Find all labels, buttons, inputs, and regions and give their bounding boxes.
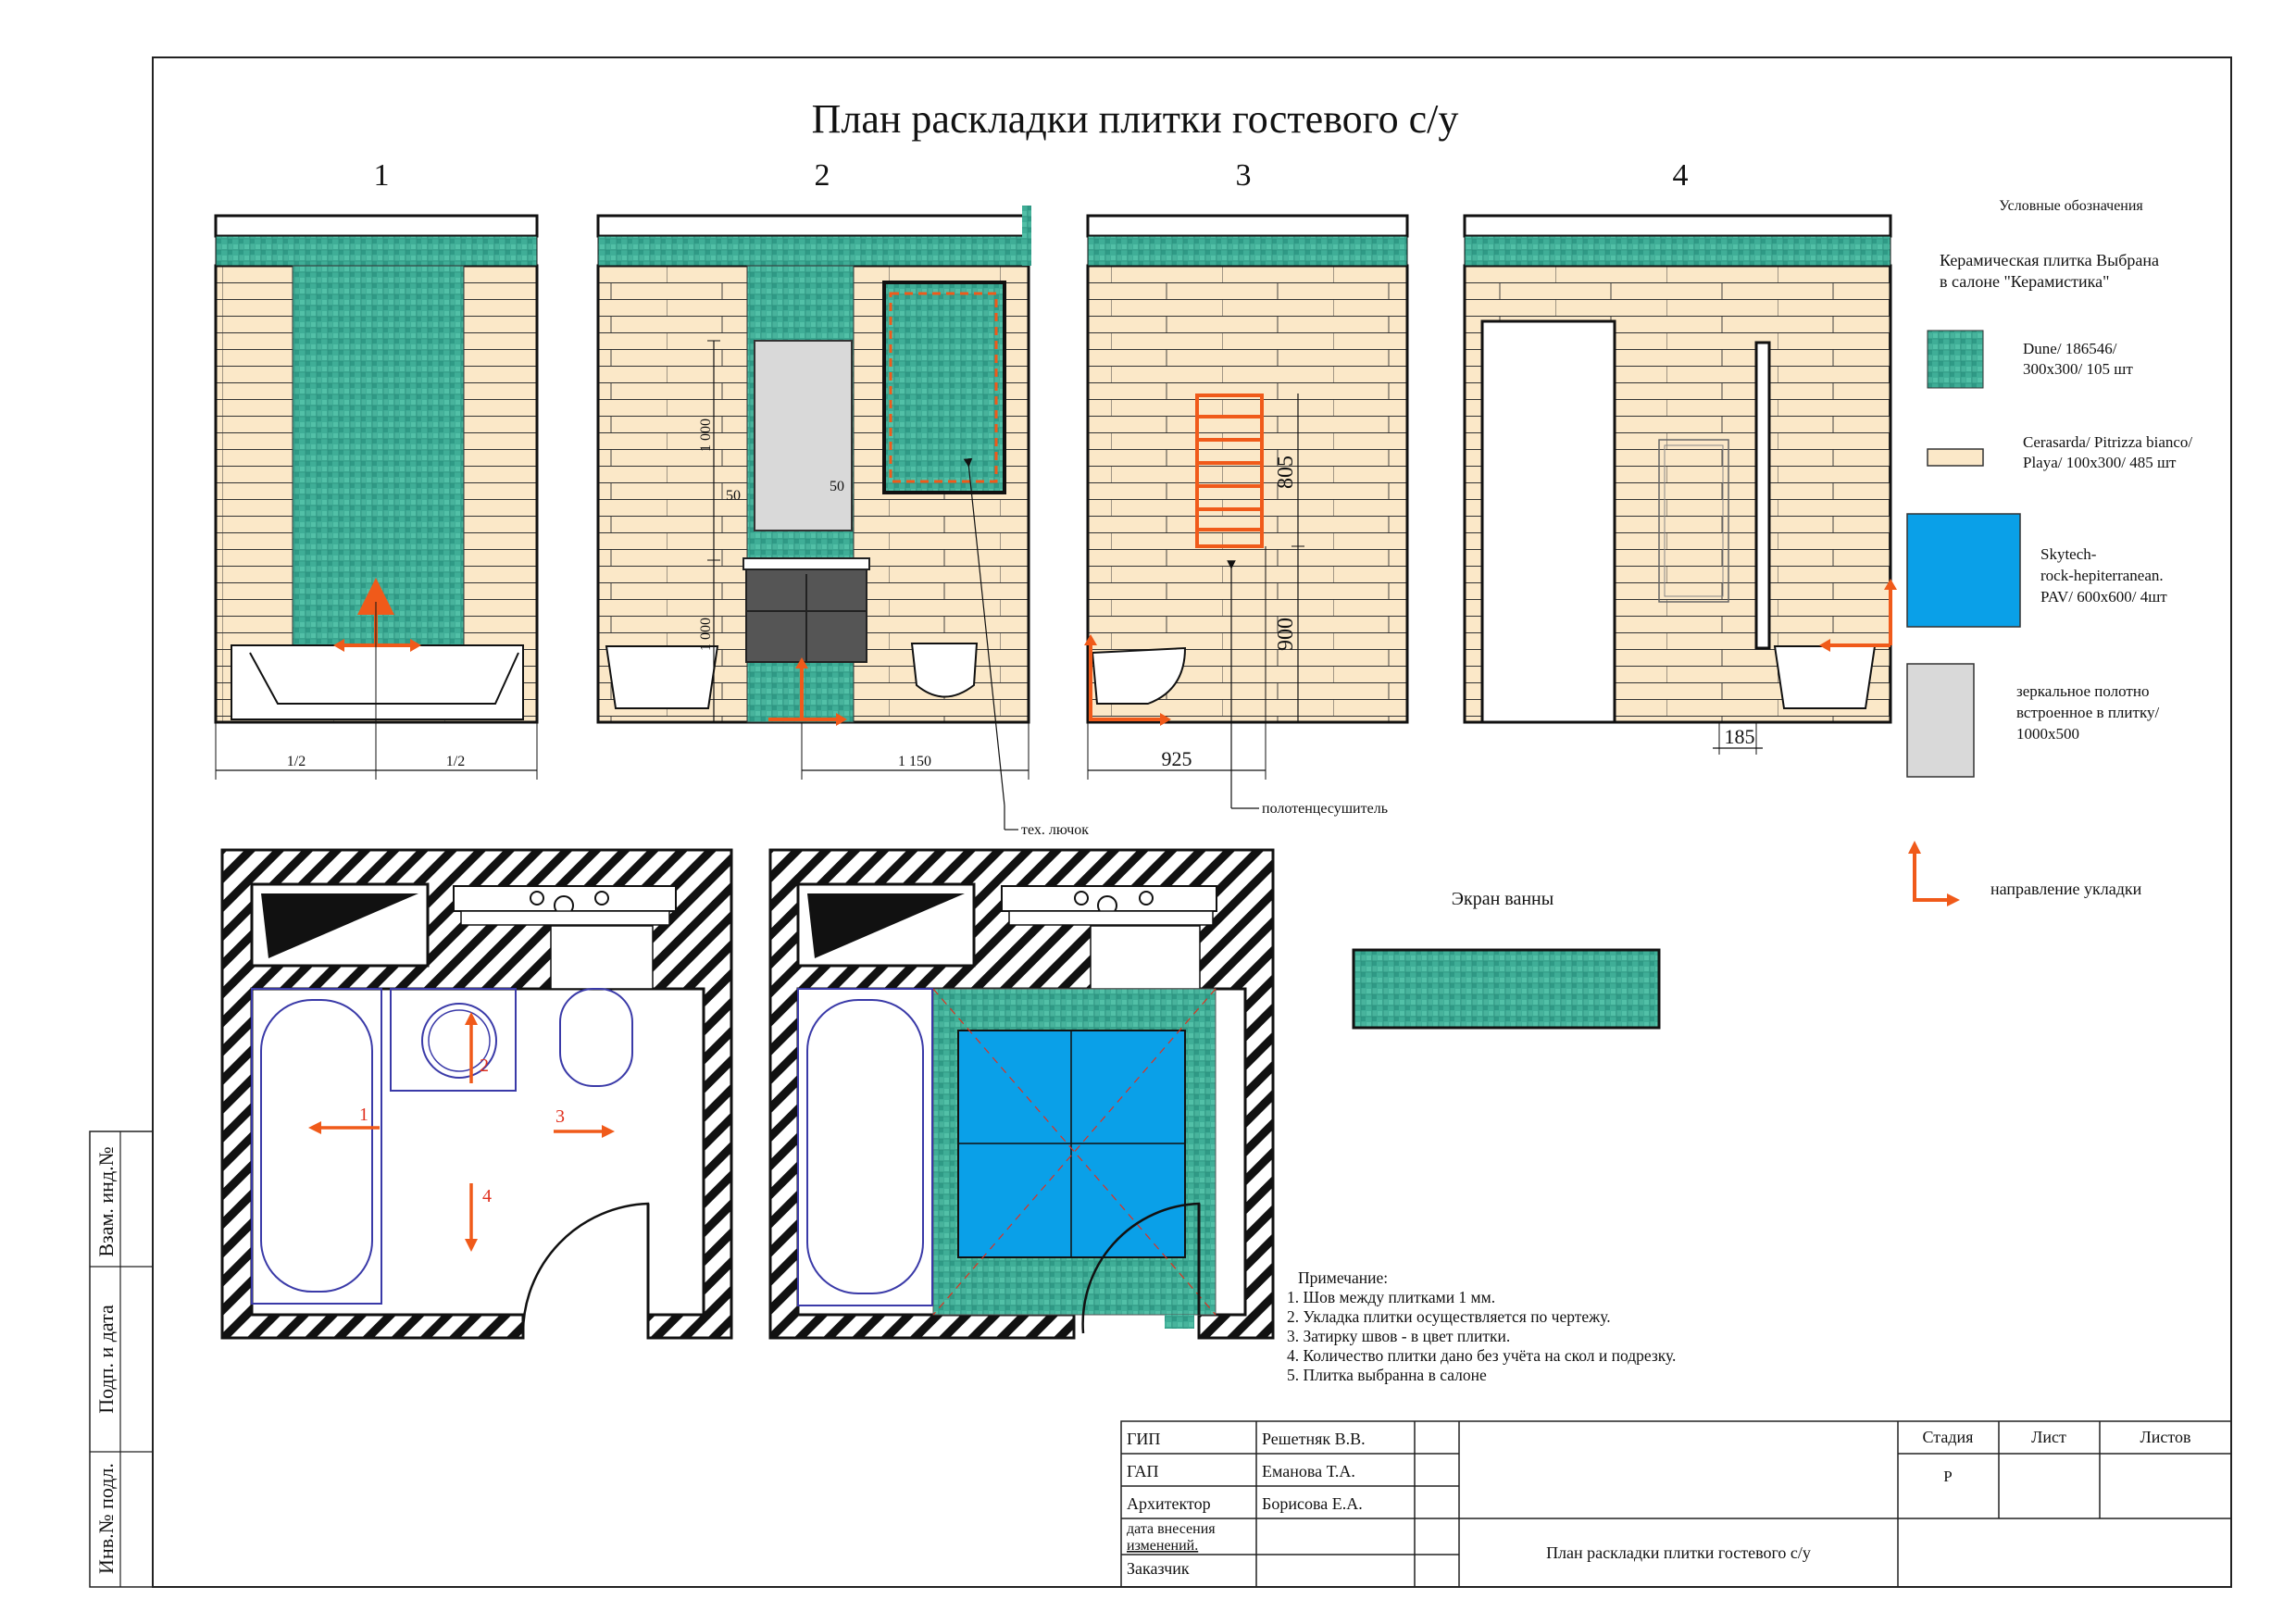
legend-item-4-line-2: встроенное в плитку/ [2016,704,2160,721]
view-number-4: 4 [1672,158,1689,193]
legend-intro-1: Керамическая плитка Выбрана [1940,251,2159,269]
side-label-3: Инв.№ подл. [94,1463,118,1574]
floor-plan-2 [770,850,1273,1338]
callout-tech-hatch: тех. лючок [1021,822,1090,838]
plan-label-2: 2 [480,1056,489,1076]
dim-2-h-upper: 1 000 [698,418,714,452]
stamp-name-1: Решетняк В.В. [1262,1430,1366,1448]
dim-3-width: 925 [1161,747,1192,770]
plan-label-1: 1 [359,1105,368,1125]
dim-1-right: 1/2 [445,754,466,769]
door-opening [1482,321,1615,722]
legend-item-2-line-2: Playa/ 100x300/ 485 шт [2023,454,2177,471]
note-item-2: 2. Укладка плитки осуществляется по чертежу. [1287,1307,1611,1326]
legend-item-3-line-2: rock-hepiterranean. [2040,567,2164,584]
stamp-role-2: ГАП [1127,1462,1159,1480]
notes-block [1287,1268,1676,1385]
bath-screen-label: Экран ванны [1451,889,1554,909]
elevation-1 [216,216,537,780]
page-title: План раскладки плитки гостевого с/у [811,96,1459,142]
view-number-1: 1 [373,158,390,193]
dim-2-width: 1 150 [898,754,931,769]
view-number-3: 3 [1235,158,1252,193]
note-item-1: 1. Шов между плитками 1 мм. [1287,1288,1496,1306]
plan-label-4: 4 [482,1186,492,1206]
dim-4-width: 185 [1724,725,1755,748]
side-label-1: Взам. инд.№ [94,1146,118,1257]
note-item-5: 5. Плитка выбранна в салоне [1287,1366,1487,1384]
legend-item-1-line-1: Dune/ 186546/ [2023,340,2117,357]
elevation-4 [1465,216,1897,755]
legend-swatch-beige [1928,449,1983,466]
stamp-name-2: Еманова Т.А. [1262,1462,1355,1480]
side-label-2: Подп. и дата [94,1305,118,1414]
stamp-sheet-title: План раскладки плитки гостевого с/у [1546,1543,1811,1562]
legend-item-2-line-1: Cerasarda/ Pitrizza bianco/ [2023,433,2193,451]
direction-arrow-icon [1908,841,1960,906]
note-item-4: 4. Количество плитки дано без учёта на скол и подрезку. [1287,1346,1677,1365]
legend-title: Условные обозначения [1999,198,2143,214]
stamp-header-sheet: Лист [2031,1428,2066,1446]
stamp-stage-value: Р [1943,1468,1953,1485]
legend-item-4-line-3: 1000x500 [2016,725,2079,743]
stamp-role-3: Архитектор [1127,1494,1211,1513]
legend-item-4-line-1: зеркальное полотно [2016,682,2150,700]
dim-2-h-lower: 1 000 [698,618,714,651]
legend-intro-2: в салоне "Керамистика" [1940,272,2110,291]
stamp-role-6: Заказчик [1127,1559,1190,1578]
dim-2-offset-right: 50 [830,479,844,494]
legend-swatch-blue [1907,514,2020,627]
stamp-header-stage: Стадия [1922,1428,1974,1446]
legend-swatch-mirror [1907,664,1974,777]
floor-plan-1 [222,850,731,1338]
legend-item-3-line-3: PAV/ 600x600/ 4шт [2040,588,2167,606]
legend-item-1-line-2: 300x300/ 105 шт [2023,360,2133,378]
note-item-3: 3. Затирку швов - в цвет плитки. [1287,1327,1511,1345]
side-strip [90,1131,153,1587]
stamp-role-4: дата внесения [1127,1521,1216,1537]
mirror [755,341,852,531]
notes-heading: Примечание: [1298,1268,1389,1287]
legend-swatch-mosaic [1928,331,1983,388]
plan-label-3: 3 [555,1106,565,1127]
stamp-name-3: Борисова Е.А. [1262,1494,1363,1513]
legend [1907,198,2192,906]
bath-screen-tile [1354,950,1659,1028]
dim-2-offset-left: 50 [726,488,741,504]
stamp-role-5: изменений. [1127,1538,1199,1554]
elevation-2 [598,206,1089,838]
dim-3-h-upper: 805 [1274,456,1298,489]
stamp-header-sheets: Листов [2140,1428,2191,1446]
elevation-3 [1084,216,1407,817]
legend-item-3-line-1: Skytech- [2040,545,2097,563]
legend-direction-label: направление укладки [1990,880,2142,898]
dim-3-h-lower: 900 [1274,618,1298,651]
callout-towel-rail: полотенцесушитель [1262,801,1388,817]
tech-hatch [884,282,1004,493]
view-number-2: 2 [814,158,830,193]
dim-1-left: 1/2 [286,754,306,769]
stamp-role-1: ГИП [1127,1430,1161,1448]
